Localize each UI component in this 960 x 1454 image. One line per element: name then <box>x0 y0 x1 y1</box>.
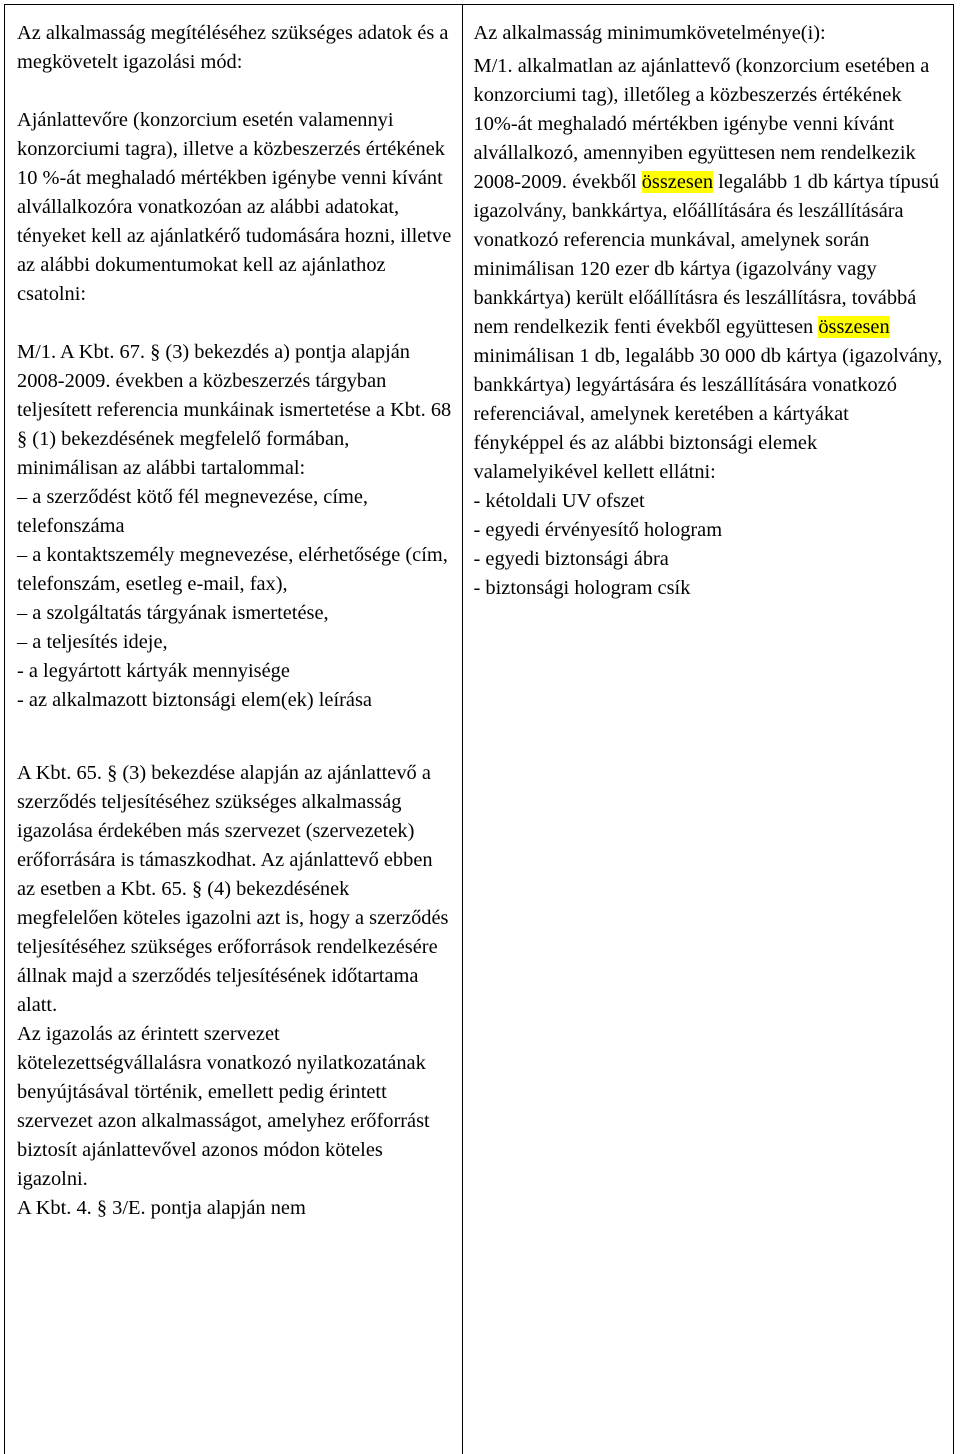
right-column <box>463 5 954 1454</box>
left-heading: Az alkalmasság megítéléséhez szükséges adatok és a megkövetelt igazolási mód: <box>17 22 449 73</box>
list-item: – a szerződést kötő fél megnevezése, címe, telefonszáma <box>17 486 369 537</box>
resource-paragraph: A Kbt. 65. § (3) bekezdése alapján az ajánlattevő a szerződés teljesítéséhez szükséges alkalmasság igazolása érdekében más szervezet (szervezetek) erőforrására is támaszkodhat. Az ajánlattevő ebben az esetben a Kbt. 65. § (4) bekezdésének megfelelően köteles igazolni azt is, hogy a szerződés teljesítéséhez szükséges erőforrások rendelkezésére állnak majd a szerződés teljesítésének időtartama alatt. <box>17 762 449 1016</box>
m1-text-part: M/1. alkalmatlan az ajánlattevő (konzorcium esetében a konzorciumi tag), illetőleg a közbeszerzés értékének 10%-át meghaladó mértékben igénybe venni kívánt alvállalkozó, amennyiben együttesen nem rendelkezik 2008-2009. évekből <box>473 55 930 193</box>
kbt-paragraph: A Kbt. 4. § 3/E. pontja alapján nem <box>17 1197 306 1219</box>
certification-paragraph: Az igazolás az érintett szervezet kötelezettségvállalásra vonatkozó nyilatkozatának benyújtásával történik, emellett pedig érintett szervezet azon alkalmasságot, amelyhez erőforrást biztosít ajánlattevővel azonos módon köteles igazolni. <box>17 1023 430 1190</box>
list-item: - egyedi biztonsági ábra <box>473 548 669 570</box>
left-column <box>5 5 463 1454</box>
intro-paragraph: Ajánlattevőre (konzorcium esetén valamennyi konzorciumi tagra), illetve a közbeszerzés értékének 10 %-át meghaladó mértékben igénybe venni kívánt alvállalkozóra vonatkozóan az alábbi adatokat, tényeket kell az ajánlatkérő tudomására hozni, illetve az alábbi dokumentumokat kell az ajánlathoz csatolni: <box>17 109 452 305</box>
m1-requirement-text: M/1. A Kbt. 67. § (3) bekezdés a) pontja alapján 2008-2009. években a közbeszerzés tárgyban teljesített referencia munkáinak ismertetése a Kbt. 68 § (1) bekezdésének megfelelő formában, minimálisan az alábbi tartalommal: <box>17 341 452 479</box>
list-item: – a teljesítés ideje, <box>17 631 168 653</box>
list-item: - egyedi érvényesítő hologram <box>473 519 723 541</box>
list-item: - kétoldali UV ofszet <box>473 490 645 512</box>
highlighted-text: összesen <box>641 171 714 193</box>
highlighted-text: összesen <box>818 316 890 338</box>
m1-text-part: minimálisan 1 db, legalább 30 000 db kártya (igazolvány, bankkártya) legyártására és leszállítására vonatkozó referenciával, amelynek keretében a kártyákat fényképpel és az alábbi biztonsági elemek valamelyikével kellett ellátni: <box>473 345 943 483</box>
list-item: – a szolgáltatás tárgyának ismertetése, <box>17 602 329 624</box>
list-item: - az alkalmazott biztonsági elem(ek) leírása <box>17 689 372 711</box>
right-heading: Az alkalmasság minimumkövetelménye(i): <box>473 22 826 44</box>
m1-text-part: legalább 1 db kártya típusú igazolvány, bankkártya, előállítására és leszállítására vonatkozó referencia munkával, amelynek során minimálisan 120 ezer db kártya (igazolvány vagy bankkártya) került előállításra és leszállításra, továbbá nem rendelkezik fenti évekből együttesen <box>473 171 940 338</box>
list-item: – a kontaktszemély megnevezése, elérhetősége (cím, telefonszám, esetleg e-mail, fax), <box>17 544 448 595</box>
requirements-table <box>4 4 954 1454</box>
list-item: - biztonsági hologram csík <box>473 577 691 599</box>
m1-minimum-requirement <box>474 52 943 487</box>
list-item: - a legyártott kártyák mennyisége <box>17 660 290 682</box>
